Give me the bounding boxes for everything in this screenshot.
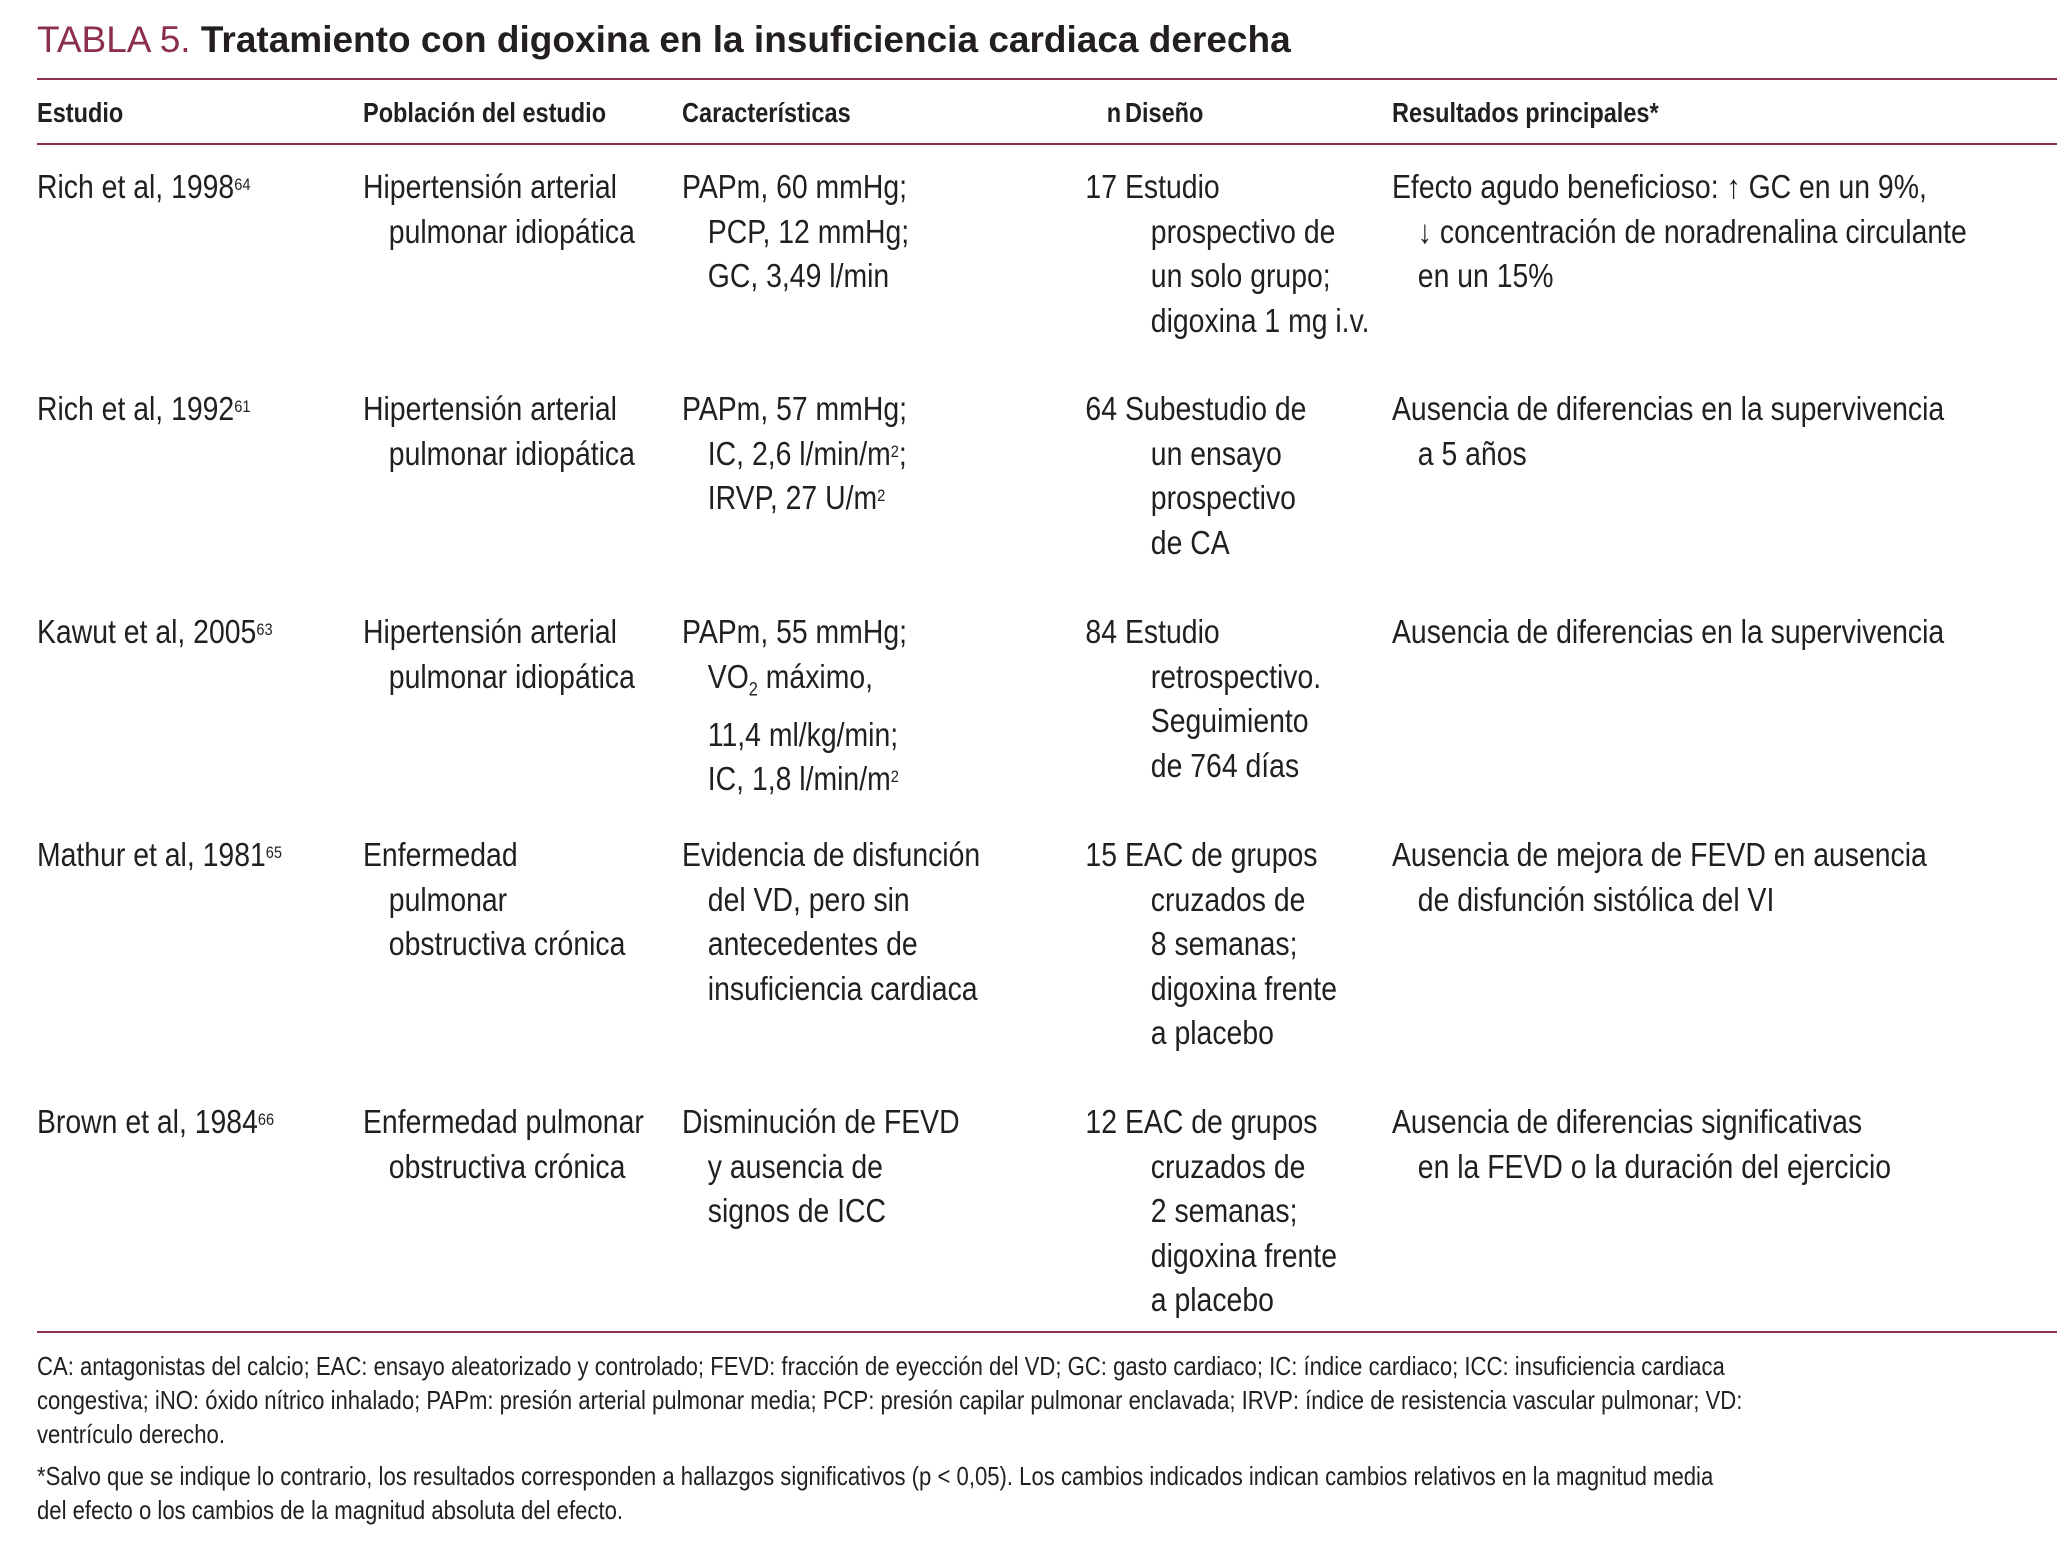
population-line: Hipertensión arterial: [363, 613, 617, 650]
note-line: ventrículo derecho.: [37, 1419, 225, 1449]
design-line: EAC de grupos: [1125, 1103, 1318, 1140]
superscript: 2: [890, 767, 899, 787]
results-line: Ausencia de diferencias en la supervivencia: [1392, 390, 1945, 427]
results-line: Ausencia de mejora de FEVD en ausencia: [1392, 836, 1927, 873]
characteristics-line: Evidencia de disfunción: [682, 836, 981, 873]
design-line: un solo grupo;: [1150, 257, 1331, 294]
cell-results: [1392, 610, 2034, 655]
characteristics-line: insuficiencia cardiaca: [707, 969, 978, 1007]
characteristics-line: [682, 655, 907, 713]
design-line: Estudio: [1125, 613, 1220, 650]
study-text: Rich et al, 1998: [37, 168, 235, 205]
design-line: a placebo: [1150, 1014, 1274, 1051]
results-line: Efecto agudo beneficioso: ↑ GC en un 9%,: [1392, 168, 1927, 205]
design-line: a placebo: [1150, 1281, 1274, 1318]
design-line: prospectivo de: [1150, 212, 1336, 250]
note-line: congestiva; iNO: óxido nítrico inhalado; PAPm: presión arterial pulmonar media; PCP: presión capilar pulmonar enclavada; IRVP: índice de resistencia vascular pulmonar; VD:: [37, 1385, 1743, 1415]
characteristics-line: [682, 757, 907, 802]
study-text: Brown et al, 1984: [37, 1103, 258, 1140]
cell-n: [1037, 610, 1117, 655]
design-line: prospectivo: [1150, 479, 1296, 516]
ref-sup: 65: [265, 843, 283, 862]
header-n: n: [1106, 97, 1121, 128]
note-line: CA: antagonistas del calcio; EAC: ensayo aleatorizado y controlado; FEVD: fracción de eyección del VD; GC: gasto cardiaco; IC: índice cardiaco; ICC: insuficiencia cardiaca: [37, 1351, 1725, 1381]
note-line: del efecto o los cambios de la magnitud absoluta del efecto.: [37, 1495, 624, 1525]
design-line: digoxina 1 mg i.v.: [1150, 301, 1370, 339]
design-line: de CA: [1150, 523, 1230, 561]
population-line: pulmonar idiopática: [388, 434, 635, 472]
cell-n: [1037, 165, 1117, 210]
cell-results: [1392, 165, 2060, 299]
cell-results: [1392, 387, 2034, 476]
population-line: pulmonar idiopática: [388, 212, 635, 250]
characteristics-line: PAPm, 57 mmHg;: [682, 390, 907, 427]
design-line: Subestudio de: [1125, 390, 1307, 427]
ref-sup: 63: [256, 620, 273, 639]
population-line: Enfermedad pulmonar: [363, 1103, 644, 1140]
characteristics-text: IRVP, 27 U/m: [707, 479, 878, 516]
population-line: Enfermedad: [363, 836, 518, 873]
abbreviations-note: [37, 1349, 2057, 1451]
cell-characteristics: [682, 610, 944, 802]
results-line: ↓ concentración de noradrenalina circulante: [1417, 212, 1967, 250]
ref-sup: 66: [257, 1110, 275, 1129]
design-line: Estudio: [1125, 168, 1220, 205]
header-resultados: Resultados principales*: [1392, 97, 1659, 128]
study-text: Mathur et al, 1981: [37, 836, 266, 873]
design-line: retrospectivo.: [1150, 657, 1322, 695]
design-line: EAC de grupos: [1125, 836, 1318, 873]
table-notes: [37, 1349, 2057, 1527]
characteristics-line: GC, 3,49 l/min: [707, 257, 890, 294]
n-value: 64: [1085, 390, 1117, 427]
cell-n: [1037, 833, 1117, 878]
results-line: Ausencia de diferencias en la supervivencia: [1392, 613, 1945, 650]
cell-characteristics: [682, 165, 946, 299]
results-line: de disfunción sistólica del VI: [1417, 880, 1775, 918]
characteristics-line: IC, 2,6 $l/\min/m^2$;: [707, 434, 907, 472]
n-value: 84: [1085, 613, 1117, 650]
population-line: obstructiva crónica: [388, 925, 626, 962]
cell-design: [1125, 387, 1336, 565]
header-poblacion: Población del estudio: [363, 97, 607, 128]
cell-population: [363, 610, 679, 699]
header-diseno: Diseño: [1125, 97, 1204, 128]
characteristics-line: Disminución de FEVD: [682, 1103, 960, 1140]
results-line: en la FEVD o la duración del ejercicio: [1417, 1147, 1892, 1185]
characteristics-line: antecedentes de: [707, 925, 918, 962]
cell-characteristics: [682, 1100, 1005, 1234]
design-line: cruzados de: [1150, 1147, 1306, 1185]
cell-study: [37, 1100, 313, 1145]
results-line: en un 15%: [1417, 257, 1554, 294]
characteristics-line: PAPm, 55 mmHg;: [682, 613, 907, 650]
characteristics-line: PAPm, 60 mmHg;: [682, 168, 907, 205]
characteristics-line: del VD, pero sin: [707, 880, 910, 918]
characteristics-text: máximo,: [765, 657, 874, 695]
top-rule: [37, 78, 2057, 80]
cell-characteristics: [682, 387, 944, 521]
design-line: de 764 días: [1150, 746, 1300, 784]
n-value: 12: [1085, 1103, 1117, 1140]
table-title: [37, 18, 1291, 62]
population-line: Hipertensión arterial: [363, 168, 617, 205]
footnote: [37, 1459, 2057, 1527]
design-line: digoxina frente: [1150, 969, 1337, 1007]
cell-study: [37, 387, 285, 432]
n-value: 15: [1085, 836, 1117, 873]
subscript: 2: [748, 679, 758, 701]
population-line: obstructiva crónica: [388, 1147, 626, 1185]
header-estudio: Estudio: [37, 97, 124, 128]
table-label: TABLA 5.: [37, 19, 191, 60]
design-line: digoxina frente: [1150, 1236, 1337, 1274]
cell-design: [1125, 610, 1353, 788]
results-line: Ausencia de diferencias significativas: [1392, 1103, 1863, 1140]
superscript: 2: [890, 441, 899, 461]
design-line: Seguimiento: [1150, 702, 1309, 739]
characteristics-line: 11,4 ml/kg/min;: [707, 715, 899, 753]
cell-n: [1037, 387, 1117, 432]
characteristics-line: PCP, 12 mmHg;: [707, 212, 910, 250]
cell-population: [363, 387, 679, 476]
study-text: Rich et al, 1992: [37, 390, 235, 427]
header-rule: [37, 143, 2057, 145]
study-text: Kawut et al, 2005: [37, 613, 257, 650]
cell-population: [363, 165, 679, 254]
results-line: a 5 años: [1417, 434, 1527, 472]
characteristics-line: signos de ICC: [707, 1192, 887, 1229]
characteristics-line: y ausencia de: [707, 1147, 883, 1185]
design-line: 2 semanas;: [1150, 1192, 1298, 1229]
design-line: un ensayo: [1150, 434, 1282, 472]
population-line: pulmonar: [388, 880, 508, 918]
cell-design: [1125, 1100, 1371, 1323]
cell-population: [363, 833, 668, 967]
cell-design: [1125, 833, 1371, 1056]
bottom-rule: [37, 1331, 2057, 1333]
design-line: cruzados de: [1150, 880, 1306, 918]
cell-study: [37, 610, 311, 655]
cell-study: [37, 165, 285, 210]
note-line: *Salvo que se indique lo contrario, los resultados corresponden a hallazgos significativos (p < 0,05). Los cambios indicados indican cambios relativos en la magnitud media: [37, 1461, 1714, 1491]
cell-n: [1037, 1100, 1117, 1145]
header-caracteristicas: Características: [682, 97, 851, 128]
cell-results: [1392, 833, 2014, 922]
characteristics-text: VO: [707, 657, 749, 695]
cell-study: [37, 833, 322, 878]
characteristics-text: IC, 1,8 l/min/m: [707, 760, 891, 798]
design-line: 8 semanas;: [1150, 925, 1298, 962]
ref-sup: 64: [234, 175, 251, 194]
population-line: pulmonar idiopática: [388, 657, 635, 695]
characteristics-line: [682, 476, 907, 521]
table-title-text: Tratamiento con digoxina en la insuficiencia cardiaca derecha: [200, 19, 1291, 60]
superscript: 2: [877, 486, 886, 505]
characteristics-text: IC, 2,6 l/min/m: [707, 434, 891, 472]
cell-design: [1125, 165, 1409, 343]
population-line: Hipertensión arterial: [363, 390, 617, 427]
cell-results: [1392, 1100, 1972, 1189]
cell-population: [363, 1100, 690, 1189]
n-value: 17: [1085, 168, 1117, 205]
ref-sup: 61: [234, 397, 251, 416]
cell-characteristics: [682, 833, 1029, 1011]
